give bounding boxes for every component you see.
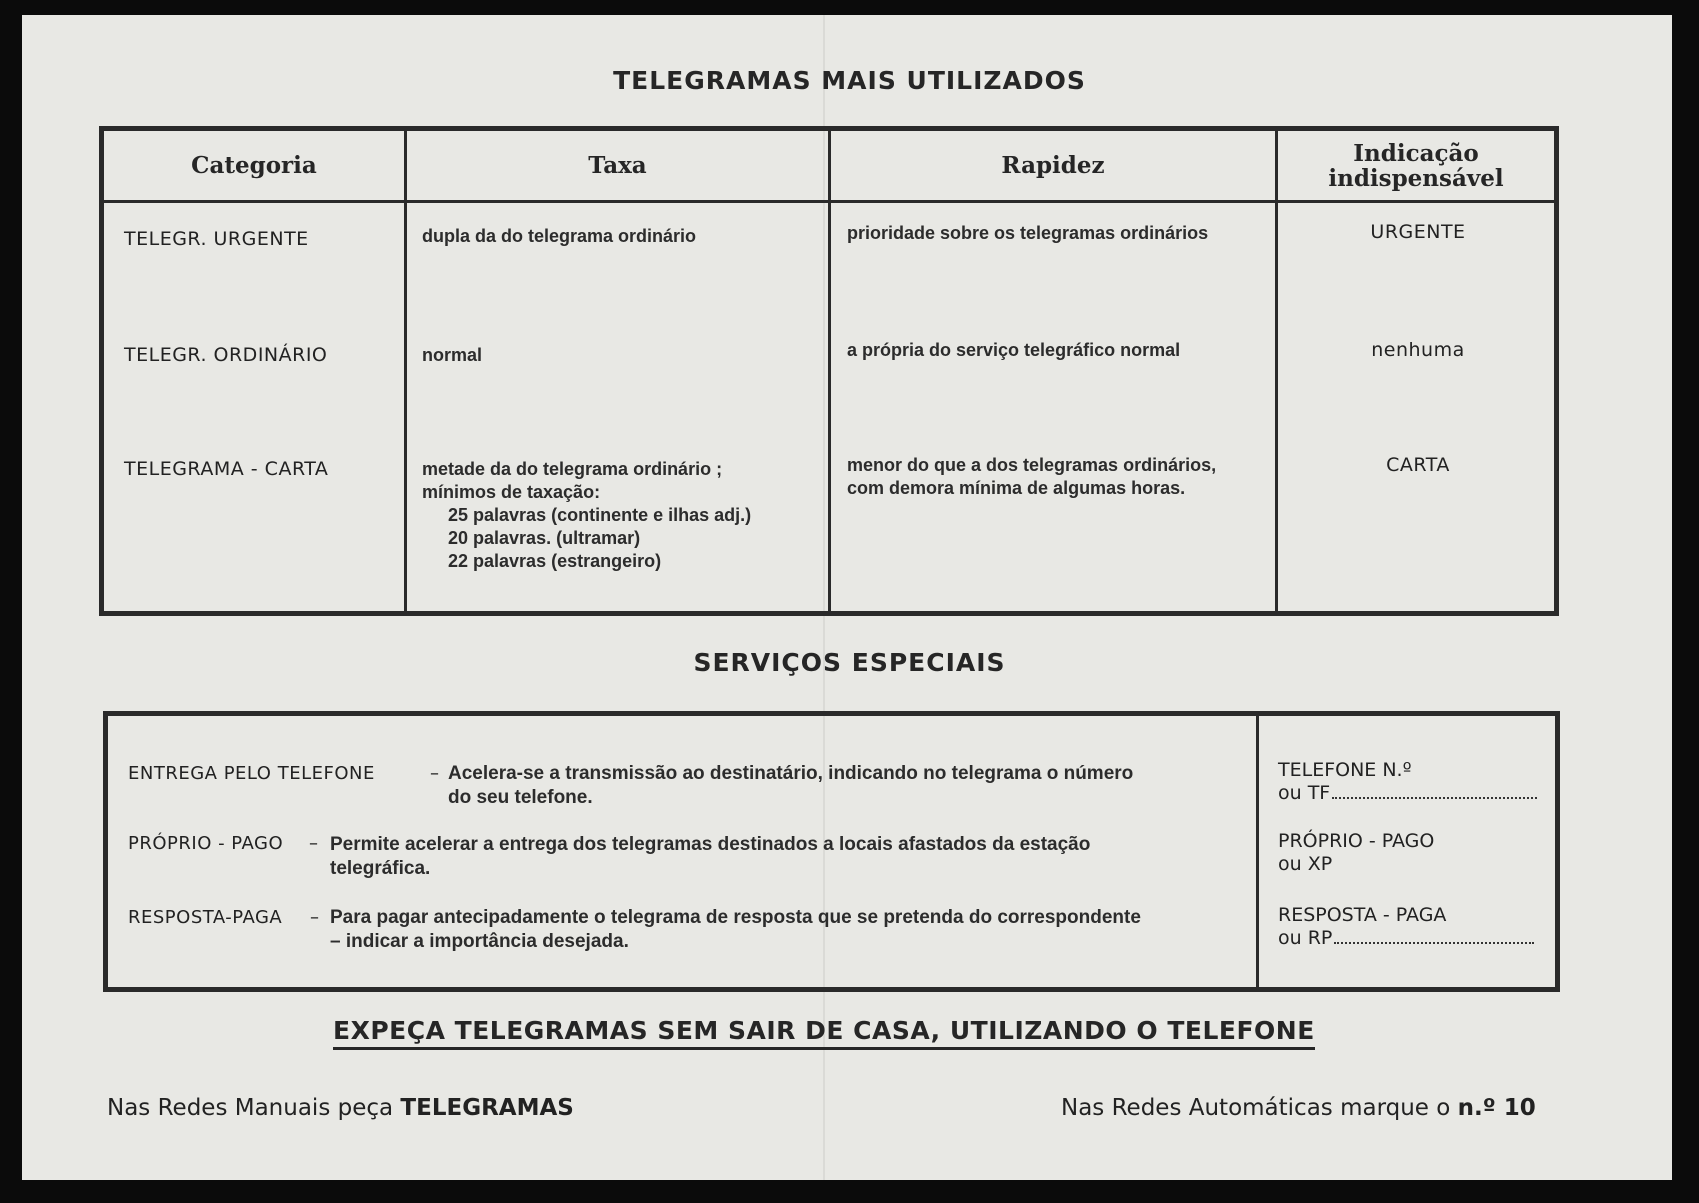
column-divider — [1275, 131, 1278, 611]
header-indicacao-line: Indicação — [1353, 139, 1479, 167]
special-services-table — [103, 711, 1560, 992]
column-divider — [828, 131, 831, 611]
taxa-line: 20 palavras. (ultramar) — [448, 528, 641, 548]
footer-left — [107, 1095, 574, 1121]
header-indicacao — [1278, 131, 1554, 200]
footer-right-bold: n.º 10 — [1457, 1095, 1536, 1121]
service-desc-line: Permite acelerar a entrega dos telegramas destinados a locais afastados da estação — [330, 834, 1091, 855]
column-divider — [404, 131, 407, 611]
header-categoria: Categoria — [191, 152, 317, 179]
footer-left-bold: TELEGRAMAS — [400, 1095, 574, 1121]
row-categoria: TELEGRAMA - CARTA — [124, 458, 329, 480]
service-name: RESPOSTA-PAGA — [128, 907, 283, 928]
header-taxa: Taxa — [588, 152, 647, 179]
service-desc-line: Para pagar antecipadamente o telegrama de resposta que se pretenda do correspondente — [330, 907, 1141, 928]
service-desc-line: telegráfica. — [330, 858, 431, 879]
row-taxa — [422, 458, 751, 573]
column-divider — [1256, 716, 1259, 987]
row-rapidez: prioridade sobre os telegramas ordinários — [847, 223, 1209, 243]
row-indicacao: CARTA — [1386, 454, 1450, 476]
footer-left-text: Nas Redes Manuais peça — [107, 1095, 394, 1121]
header-indicacao-line: indispensável — [1328, 164, 1504, 192]
row-indicacao: URGENTE — [1370, 221, 1466, 243]
main-title: TELEGRAMAS MAIS UTILIZADOS — [613, 66, 1086, 95]
taxa-line: 22 palavras (estrangeiro) — [448, 551, 662, 571]
row-categoria: TELEGR. URGENTE — [124, 228, 309, 250]
rapidez-line: menor do que a dos telegramas ordinários, — [847, 455, 1217, 475]
footer-right-text: Nas Redes Automáticas marque o — [1061, 1095, 1451, 1121]
service-name: ENTREGA PELO TELEFONE — [128, 763, 375, 784]
service-dash: – — [310, 907, 320, 928]
service-indication-abbr-text: ou RP — [1278, 927, 1333, 949]
service-indication: PRÓPRIO - PAGO — [1278, 830, 1435, 852]
row-indicacao: nenhuma — [1371, 339, 1465, 361]
fill-in-line[interactable] — [1334, 932, 1534, 944]
service-indication-abbr — [1278, 927, 1534, 950]
footer-right — [1061, 1095, 1536, 1121]
row-taxa: normal — [422, 345, 483, 365]
fill-in-line[interactable] — [1332, 787, 1537, 799]
service-indication: TELEFONE N.º — [1278, 759, 1412, 781]
row-rapidez: a própria do serviço telegráfico normal — [847, 340, 1181, 360]
promo-banner: EXPEÇA TELEGRAMAS SEM SAIR DE CASA, UTILIZANDO O TELEFONE — [333, 1016, 1315, 1050]
service-indication: RESPOSTA - PAGA — [1278, 904, 1447, 926]
taxa-line: 25 palavras (continente e ilhas adj.) — [448, 505, 752, 525]
row-categoria: TELEGR. ORDINÁRIO — [124, 344, 328, 366]
service-desc-line: do seu telefone. — [448, 787, 593, 808]
service-dash: – — [309, 833, 319, 854]
service-dash: – — [430, 763, 440, 784]
rapidez-line: com demora mínima de algumas horas. — [847, 478, 1186, 498]
row-rapidez — [847, 454, 1216, 500]
services-title: SERVIÇOS ESPECIAIS — [693, 648, 1006, 677]
service-indication-abbr: ou XP — [1278, 853, 1333, 875]
service-desc-line: Acelera-se a transmissão ao destinatário, indicando no telegrama o número — [448, 763, 1134, 784]
taxa-line: mínimos de taxação: — [422, 482, 601, 502]
taxa-line: metade da do telegrama ordinário ; — [422, 459, 723, 479]
service-indication-abbr — [1278, 782, 1537, 805]
service-name: PRÓPRIO - PAGO — [128, 833, 284, 854]
service-indication-abbr-text: ou TF — [1278, 782, 1331, 804]
header-rapidez: Rapidez — [1001, 152, 1105, 179]
telegram-types-table — [99, 126, 1559, 616]
row-taxa: dupla da do telegrama ordinário — [422, 226, 697, 246]
service-desc-line: – indicar a importância desejada. — [330, 931, 629, 952]
